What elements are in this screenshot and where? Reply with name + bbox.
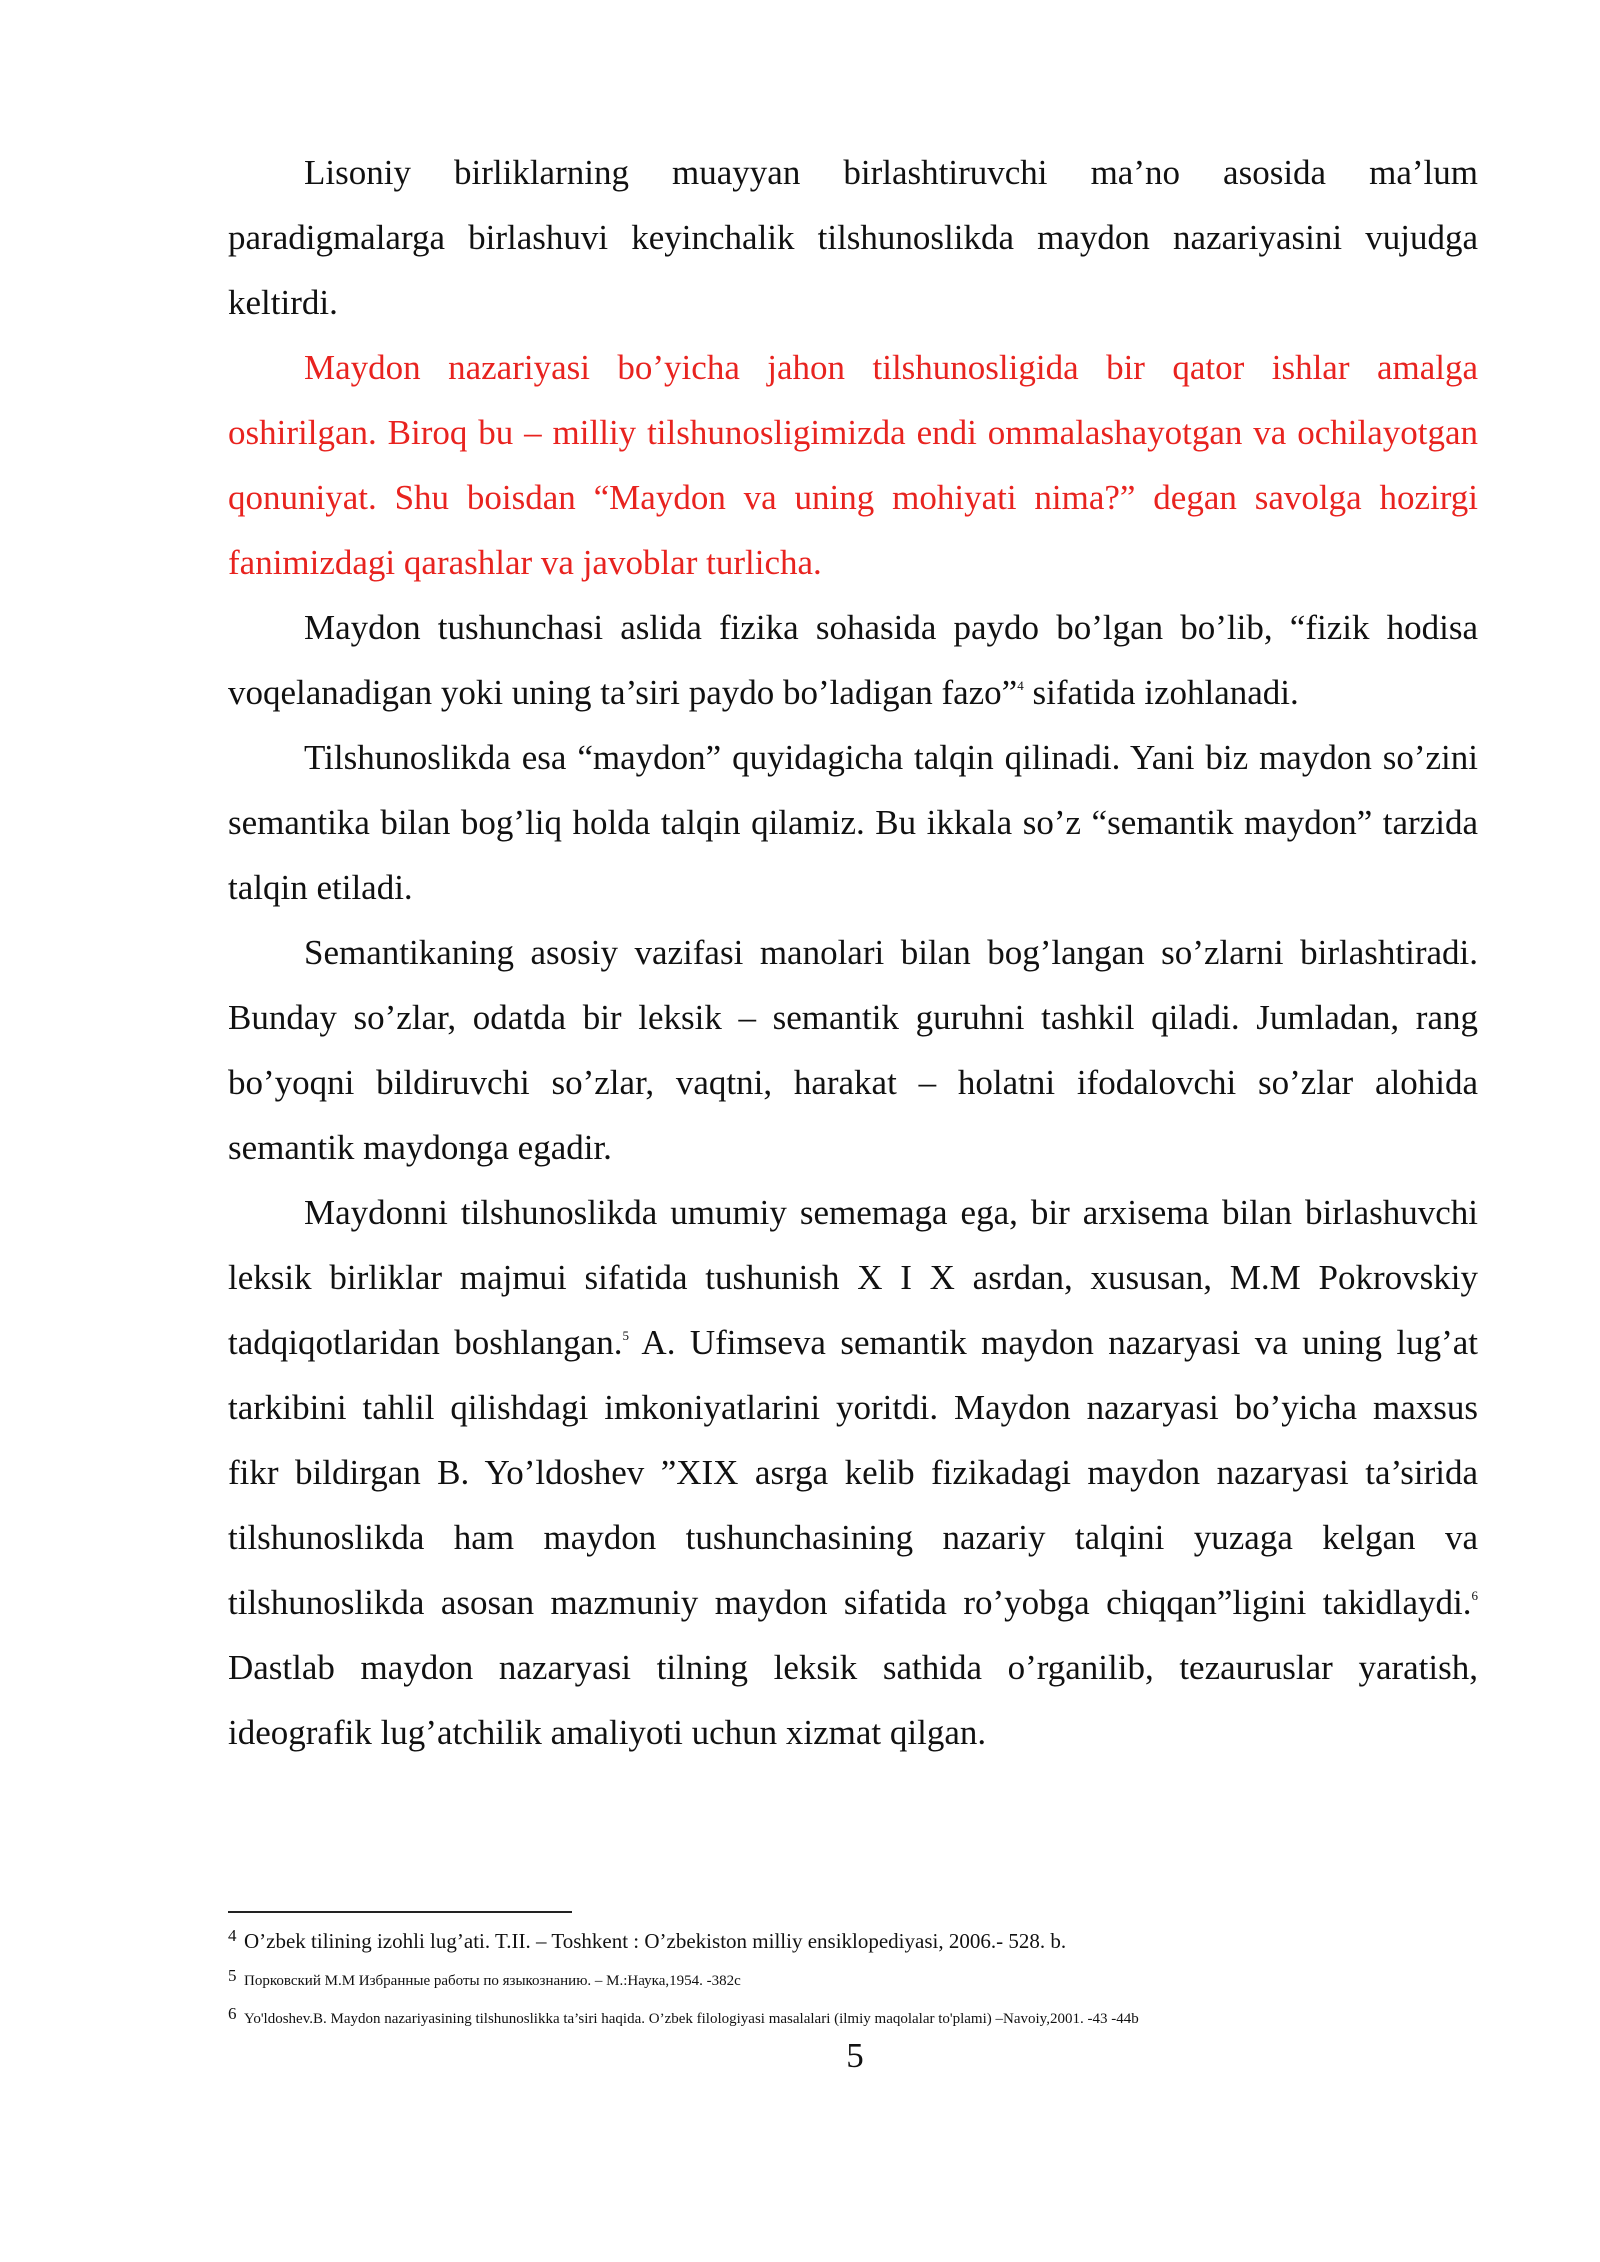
- paragraph-3-text-end: sifatida izohlanadi.: [1023, 673, 1299, 712]
- body-text: [228, 140, 1478, 1765]
- paragraph-6: [228, 1180, 1478, 1765]
- footnote-ref-4[interactable]: 4: [1017, 678, 1024, 693]
- footnote-4: [228, 1924, 1488, 1958]
- footnote-6: [228, 2004, 1488, 2034]
- footnote-number: 4: [228, 1926, 237, 1945]
- footnote-text: Порковский М.М Избранные работы по языкознанию. – М.:Наука,1954. -382с: [244, 1973, 741, 1989]
- paragraph-3: [228, 595, 1478, 725]
- footnote-5: [228, 1966, 1488, 1996]
- paragraph-1: Lisoniy birliklarning muayyan birlashtiruvchi ma’no asosida ma’lum paradigmalarga birlashuvi keyinchalik tilshunoslikda maydon nazariyasini vujudga keltirdi.: [228, 153, 1478, 322]
- footnote-ref-6[interactable]: 6: [1471, 1588, 1478, 1603]
- paragraph-5: Semantikaning asosiy vazifasi manolari bilan bog’langan so’zlarni birlashtiradi. Bunday so’zlar, odatda bir leksik – semantik guruhni tashkil qiladi. Jumladan, rang bo’yoqni bildiruvchi so’zlar, vaqtni, harakat – holatni ifodalovchi so’zlar alohida semantik maydonga egadir.: [228, 933, 1478, 1167]
- paragraph-2-highlighted: Maydon nazariyasi bo’yicha jahon tilshunosligida bir qator ishlar amalga oshirilgan. Biroq bu – milliy tilshunosligimizda endi ommalashayotgan va ochilayotgan qonuniyat. Shu boisdan “Maydon va uning mohiyati nima?” degan savolga hozirgi fanimizdagi qarashlar va javoblar turlicha.: [228, 348, 1478, 582]
- page-number: 5: [846, 2036, 864, 2075]
- paragraph-6-text: Maydonni tilshunoslikda umumiy sememaga ega, bir arxisema bilan birlashuvchi leksik birliklar majmui sifatida tushunish X I X asrdan, xususan, M.M Pokrovskiy tadqiqotlaridan boshlangan.: [228, 1193, 1478, 1362]
- paragraph-6-text-middle: A. Ufimseva semantik maydon nazaryasi va uning lug’at tarkibini tahlil qilishdagi imkoniyatlarini yoritdi. Maydon nazaryasi bo’yicha maxsus fikr bildirgan B. Yo’ldoshev ”XIX asrga kelib fizikadagi maydon nazaryasi ta’sirida tilshunoslikda ham maydon tushunchasining nazariy talqini yuzaga kelgan va tilshunoslikda asosan mazmuniy maydon sifatida ro’yobga chiqqan”ligini takidlaydi.: [228, 1323, 1478, 1622]
- paragraph-3-text: Maydon tushunchasi aslida fizika sohasida paydo bo’lgan bo’lib, “fizik hodisa voqelanadigan yoki uning ta’siri paydo bo’ladigan fazo”: [228, 608, 1478, 712]
- footnote-number: 6: [228, 2004, 237, 2023]
- footnote-separator: [228, 1911, 572, 1913]
- footnotes: [228, 1924, 1488, 2042]
- footnote-ref-5[interactable]: 5: [622, 1328, 629, 1343]
- paragraph-4: Tilshunoslikda esa “maydon” quyidagicha talqin qilinadi. Yani biz maydon so’zini semantika bilan bog’liq holda talqin qilamiz. Bu ikkala so’z “semantik maydon” tarzida talqin etiladi.: [228, 738, 1478, 907]
- footnote-text: Yo'ldoshev.B. Maydon nazariyasining tilshunoslikka ta’siri haqida. O’zbek filologiyasi masalalari (ilmiy maqolalar to'plami) –Navoiy,2001. -43 -44b: [244, 2011, 1139, 2027]
- footnote-text: O’zbek tilining izohli lug’ati. T.II. – Toshkent : O’zbekiston milliy ensiklopediyasi, 2006.- 528. b.: [244, 1929, 1067, 1953]
- paragraph-6-text-end: Dastlab maydon nazaryasi tilning leksik sathida o’rganilib, tezauruslar yaratish, ideografik lug’atchilik amaliyoti uchun xizmat qilgan.: [228, 1648, 1478, 1752]
- footnote-number: 5: [228, 1966, 237, 1985]
